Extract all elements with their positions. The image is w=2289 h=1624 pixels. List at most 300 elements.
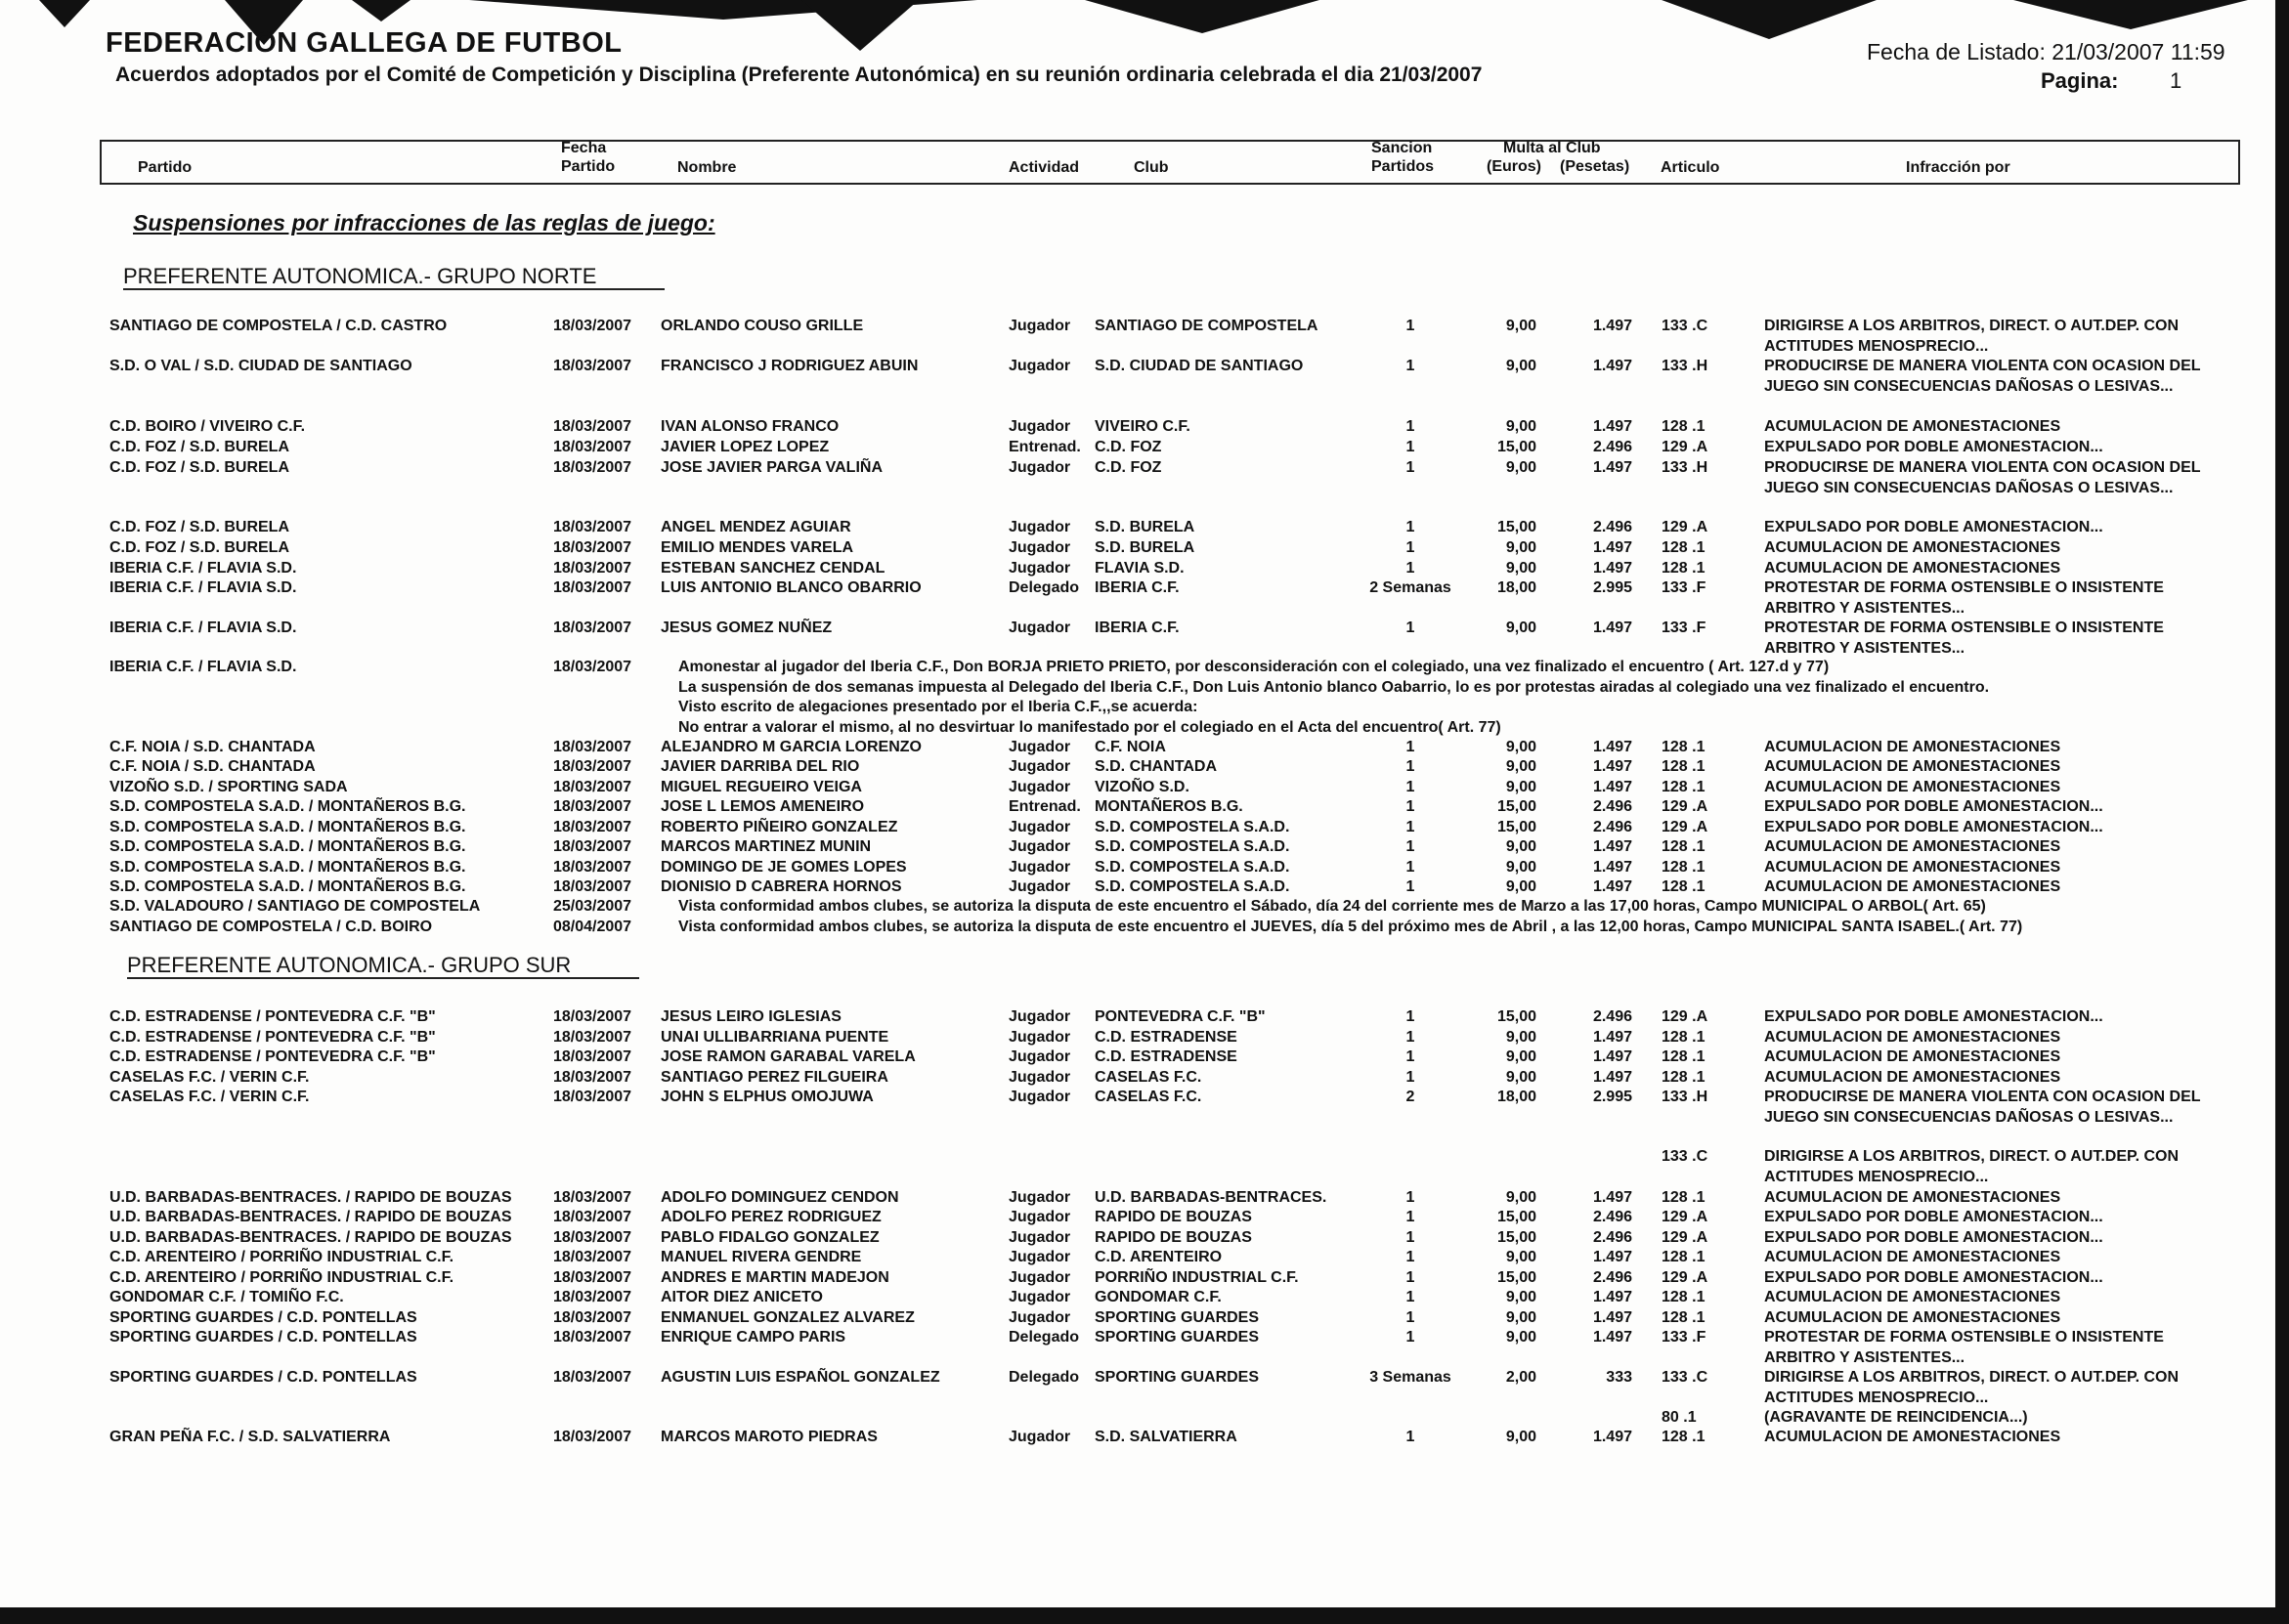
cell-infraccion-extra: (AGRAVANTE DE REINCIDENCIA...): [1764, 1409, 2028, 1426]
cell-infraccion: ACUMULACION DE AMONESTACIONES: [1764, 1309, 2061, 1326]
cell-euros: 15,00: [1496, 798, 1536, 815]
cell-fecha: 18/03/2007: [553, 859, 632, 876]
cell-sancion: 1: [1405, 418, 1415, 435]
cell-articulo: 129 .A: [1662, 439, 1708, 455]
cell-club: S.D. BURELA: [1095, 519, 1195, 535]
cell-fecha: 18/03/2007: [553, 1269, 632, 1286]
cell-infraccion: ACUMULACION DE AMONESTACIONES: [1764, 1249, 2061, 1265]
cell-partido: SPORTING GUARDES / C.D. PONTELLAS: [109, 1369, 417, 1386]
cell-infraccion: PRODUCIRSE DE MANERA VIOLENTA CON OCASION DEL: [1764, 459, 2201, 476]
cell-pesetas: 1.497: [1592, 1048, 1632, 1065]
cell-euros: 18,00: [1496, 1089, 1536, 1105]
cell-actividad: Entrenad.: [1009, 439, 1081, 455]
cell-euros: 15,00: [1496, 1269, 1536, 1286]
cell-nombre: ANGEL MENDEZ AGUIAR: [661, 519, 851, 535]
cell-pesetas: 1.497: [1592, 318, 1632, 334]
cell-infraccion-cont: ARBITRO Y ASISTENTES...: [1764, 1348, 1965, 1366]
cell-club: VIZOÑO S.D.: [1095, 779, 1189, 795]
cell-fecha: 18/03/2007: [553, 798, 632, 815]
col-fecha: Fecha: [561, 140, 607, 156]
cell-partido: IBERIA C.F. / FLAVIA S.D.: [109, 659, 297, 675]
cell-pesetas: 2.995: [1592, 1089, 1632, 1105]
cell-infraccion: ACUMULACION DE AMONESTACIONES: [1764, 878, 2061, 895]
cell-fecha: 18/03/2007: [553, 1229, 632, 1246]
cell-euros: 9,00: [1505, 1329, 1536, 1346]
cell-nombre: ADOLFO DOMINGUEZ CENDON: [661, 1189, 899, 1206]
cell-sancion: 1: [1405, 1008, 1415, 1025]
cell-actividad: Jugador: [1009, 318, 1071, 334]
cell-sancion: 1: [1405, 1429, 1415, 1445]
cell-articulo-extra: 133 .C: [1662, 1148, 1708, 1165]
torn-edge: [801, 0, 919, 51]
cell-partido: C.F. NOIA / S.D. CHANTADA: [109, 758, 316, 775]
cell-euros: 15,00: [1496, 519, 1536, 535]
cell-pesetas: 1.497: [1592, 859, 1632, 876]
torn-edge: [2013, 0, 2248, 29]
cell-articulo: 133 .F: [1662, 620, 1706, 636]
cell-articulo: 128 .1: [1662, 1289, 1706, 1305]
cell-partido: C.F. NOIA / S.D. CHANTADA: [109, 739, 316, 755]
cell-nombre: AGUSTIN LUIS ESPAÑOL GONZALEZ: [661, 1369, 940, 1386]
cell-pesetas: 1.497: [1592, 1309, 1632, 1326]
committee-note: Vista conformidad ambos clubes, se autoriza la disputa de este encuentro el Sábado, día 24 del corriente mes de Marzo a las 17,00 horas, Campo MUNICIPAL O ARBOL( Art. 65): [678, 898, 1986, 915]
cell-fecha: 18/03/2007: [553, 1309, 632, 1326]
cell-infraccion-cont: ARBITRO Y ASISTENTES...: [1764, 599, 1965, 617]
cell-nombre: JOSE L LEMOS AMENEIRO: [661, 798, 865, 815]
cell-partido: S.D. VALADOURO / SANTIAGO DE COMPOSTELA: [109, 898, 481, 915]
cell-club: PONTEVEDRA C.F. "B": [1095, 1008, 1266, 1025]
cell-club: S.D. BURELA: [1095, 539, 1195, 556]
cell-pesetas: 2.496: [1592, 1229, 1632, 1246]
cell-infraccion: EXPULSADO POR DOBLE AMONESTACION...: [1764, 819, 2103, 835]
cell-euros: 9,00: [1505, 1309, 1536, 1326]
cell-articulo: 129 .A: [1662, 798, 1708, 815]
cell-infraccion: ACUMULACION DE AMONESTACIONES: [1764, 1189, 2061, 1206]
cell-nombre: JESUS GOMEZ NUÑEZ: [661, 620, 833, 636]
cell-partido: CASELAS F.C. / VERIN C.F.: [109, 1089, 310, 1105]
cell-pesetas: 1.497: [1592, 758, 1632, 775]
cell-euros: 9,00: [1505, 859, 1536, 876]
cell-infraccion: PROTESTAR DE FORMA OSTENSIBLE O INSISTENTE: [1764, 1329, 2164, 1346]
cell-infraccion: DIRIGIRSE A LOS ARBITROS, DIRECT. O AUT.DEP. CON: [1764, 318, 2180, 334]
cell-club: SANTIAGO DE COMPOSTELA: [1095, 318, 1318, 334]
cell-infraccion: ACUMULACION DE AMONESTACIONES: [1764, 560, 2061, 577]
cell-sancion: 1: [1405, 739, 1415, 755]
cell-actividad: Entrenad.: [1009, 798, 1081, 815]
cell-partido: S.D. COMPOSTELA S.A.D. / MONTAÑEROS B.G.: [109, 838, 466, 855]
cell-infraccion: ACUMULACION DE AMONESTACIONES: [1764, 779, 2061, 795]
cell-articulo: 128 .1: [1662, 539, 1706, 556]
cell-euros: 15,00: [1496, 1209, 1536, 1225]
group-title-norte: PREFERENTE AUTONOMICA.- GRUPO NORTE: [123, 264, 665, 290]
cell-actividad: Jugador: [1009, 838, 1071, 855]
cell-partido: C.D. ESTRADENSE / PONTEVEDRA C.F. "B": [109, 1008, 436, 1025]
cell-articulo: 128 .1: [1662, 1069, 1706, 1086]
cell-actividad: Jugador: [1009, 358, 1071, 374]
col-sancion-partidos: Partidos: [1371, 158, 1435, 175]
cell-pesetas: 1.497: [1592, 1289, 1632, 1305]
cell-articulo: 129 .A: [1662, 1269, 1708, 1286]
cell-infraccion-extra: DIRIGIRSE A LOS ARBITROS, DIRECT. O AUT.DEP. CON: [1764, 1148, 2180, 1165]
cell-pesetas: 1.497: [1592, 779, 1632, 795]
cell-actividad: Jugador: [1009, 1309, 1071, 1326]
cell-partido: GONDOMAR C.F. / TOMIÑO F.C.: [109, 1289, 344, 1305]
cell-club: S.D. COMPOSTELA S.A.D.: [1095, 859, 1290, 876]
cell-partido: U.D. BARBADAS-BENTRACES. / RAPIDO DE BOUZAS: [109, 1229, 512, 1246]
cell-sancion: 1: [1405, 1229, 1415, 1246]
torn-edge: [1085, 0, 1319, 33]
cell-infraccion-extra-cont: ACTITUDES MENOSPRECIO...: [1764, 1168, 1989, 1185]
cell-infraccion: DIRIGIRSE A LOS ARBITROS, DIRECT. O AUT.DEP. CON: [1764, 1369, 2180, 1386]
cell-sancion: 1: [1405, 620, 1415, 636]
cell-partido: C.D. ESTRADENSE / PONTEVEDRA C.F. "B": [109, 1048, 436, 1065]
cell-club: PORRIÑO INDUSTRIAL C.F.: [1095, 1269, 1299, 1286]
cell-nombre: JOSE RAMON GARABAL VARELA: [661, 1048, 916, 1065]
cell-articulo: 128 .1: [1662, 1429, 1706, 1445]
cell-articulo: 128 .1: [1662, 1029, 1706, 1046]
cell-articulo: 128 .1: [1662, 418, 1706, 435]
cell-club: IBERIA C.F.: [1095, 579, 1180, 596]
cell-euros: 9,00: [1505, 878, 1536, 895]
cell-pesetas: 1.497: [1592, 1329, 1632, 1346]
cell-partido: IBERIA C.F. / FLAVIA S.D.: [109, 579, 297, 596]
cell-fecha: 18/03/2007: [553, 739, 632, 755]
cell-actividad: Jugador: [1009, 878, 1071, 895]
cell-partido: S.D. COMPOSTELA S.A.D. / MONTAÑEROS B.G.: [109, 819, 466, 835]
cell-pesetas: 1.497: [1592, 838, 1632, 855]
cell-partido: SANTIAGO DE COMPOSTELA / C.D. CASTRO: [109, 318, 448, 334]
cell-euros: 2,00: [1505, 1369, 1536, 1386]
cell-nombre: JESUS LEIRO IGLESIAS: [661, 1008, 842, 1025]
cell-euros: 9,00: [1505, 739, 1536, 755]
cell-actividad: Jugador: [1009, 519, 1071, 535]
cell-nombre: DOMINGO DE JE GOMES LOPES: [661, 859, 907, 876]
cell-euros: 9,00: [1505, 1189, 1536, 1206]
cell-partido: U.D. BARBADAS-BENTRACES. / RAPIDO DE BOUZAS: [109, 1189, 512, 1206]
cell-articulo: 129 .A: [1662, 819, 1708, 835]
cell-nombre: ESTEBAN SANCHEZ CENDAL: [661, 560, 885, 577]
cell-infraccion: ACUMULACION DE AMONESTACIONES: [1764, 418, 2061, 435]
cell-nombre: ROBERTO PIÑEIRO GONZALEZ: [661, 819, 898, 835]
cell-articulo: 129 .A: [1662, 1209, 1708, 1225]
section-title: Suspensiones por infracciones de las reglas de juego:: [133, 210, 715, 235]
cell-partido: IBERIA C.F. / FLAVIA S.D.: [109, 560, 297, 577]
cell-actividad: Jugador: [1009, 1008, 1071, 1025]
cell-sancion: 1: [1405, 1249, 1415, 1265]
cell-articulo: 133 .F: [1662, 579, 1706, 596]
cell-sancion: 1: [1405, 1209, 1415, 1225]
cell-infraccion: PROTESTAR DE FORMA OSTENSIBLE O INSISTENTE: [1764, 579, 2164, 596]
cell-articulo: 133 .C: [1662, 318, 1708, 334]
cell-euros: 9,00: [1505, 1029, 1536, 1046]
cell-partido: VIZOÑO S.D. / SPORTING SADA: [109, 779, 348, 795]
cell-club: C.D. ARENTEIRO: [1095, 1249, 1223, 1265]
cell-sancion: 1: [1405, 798, 1415, 815]
cell-infraccion: ACUMULACION DE AMONESTACIONES: [1764, 1429, 2061, 1445]
cell-partido: C.D. FOZ / S.D. BURELA: [109, 519, 289, 535]
group-title-sur: PREFERENTE AUTONOMICA.- GRUPO SUR: [127, 953, 639, 979]
cell-pesetas: 1.497: [1592, 1189, 1632, 1206]
cell-partido: SANTIAGO DE COMPOSTELA / C.D. BOIRO: [109, 919, 433, 935]
cell-club: C.D. ESTRADENSE: [1095, 1048, 1237, 1065]
cell-nombre: DIONISIO D CABRERA HORNOS: [661, 878, 902, 895]
cell-club: FLAVIA S.D.: [1095, 560, 1185, 577]
cell-sancion: 1: [1405, 859, 1415, 876]
cell-pesetas: 1.497: [1592, 620, 1632, 636]
cell-sancion: 1: [1405, 819, 1415, 835]
cell-articulo: 128 .1: [1662, 779, 1706, 795]
cell-infraccion: ACUMULACION DE AMONESTACIONES: [1764, 859, 2061, 876]
committee-note: La suspensión de dos semanas impuesta al Delegado del Iberia C.F., Don Luis Antonio blanco Oabarrio, lo es por protestas airadas al colegiado una vez finalizado el encuentro.: [678, 678, 1990, 696]
cell-pesetas: 2.496: [1592, 798, 1632, 815]
cell-nombre: AITOR DIEZ ANICETO: [661, 1289, 823, 1305]
cell-club: C.D. ESTRADENSE: [1095, 1029, 1237, 1046]
cell-club: SPORTING GUARDES: [1095, 1369, 1260, 1386]
torn-edge: [39, 0, 90, 27]
cell-sancion: 1: [1405, 1329, 1415, 1346]
cell-euros: 15,00: [1496, 1229, 1536, 1246]
cell-sancion: 1: [1405, 838, 1415, 855]
col-nombre: Nombre: [677, 159, 737, 176]
cell-euros: 9,00: [1505, 1429, 1536, 1445]
cell-euros: 9,00: [1505, 838, 1536, 855]
cell-articulo: 128 .1: [1662, 739, 1706, 755]
cell-club: CASELAS F.C.: [1095, 1069, 1202, 1086]
cell-sancion: 1: [1405, 358, 1415, 374]
committee-note: Amonestar al jugador del Iberia C.F., Don BORJA PRIETO PRIETO, por desconsideración con el colegiado, una vez finalizado el encuentro ( Art. 127.d y 77): [678, 659, 1830, 675]
organization-title: FEDERACION GALLEGA DE FUTBOL: [106, 27, 623, 59]
cell-club: S.D. COMPOSTELA S.A.D.: [1095, 878, 1290, 895]
cell-euros: 18,00: [1496, 579, 1536, 596]
cell-infraccion: EXPULSADO POR DOBLE AMONESTACION...: [1764, 519, 2103, 535]
col-euros: (Euros): [1487, 158, 1541, 175]
document-subtitle: Acuerdos adoptados por el Comité de Competición y Disciplina (Preferente Autonómica) en su reunión ordinaria celebrada el dia 21/03/2007: [115, 64, 1483, 86]
cell-fecha: 18/03/2007: [553, 439, 632, 455]
cell-nombre: PABLO FIDALGO GONZALEZ: [661, 1229, 880, 1246]
cell-infraccion: ACUMULACION DE AMONESTACIONES: [1764, 758, 2061, 775]
cell-pesetas: 1.497: [1592, 739, 1632, 755]
cell-actividad: Jugador: [1009, 1229, 1071, 1246]
cell-articulo: 129 .A: [1662, 519, 1708, 535]
cell-club: S.D. COMPOSTELA S.A.D.: [1095, 838, 1290, 855]
cell-nombre: ORLANDO COUSO GRILLE: [661, 318, 864, 334]
committee-note: Vista conformidad ambos clubes, se autoriza la disputa de este encuentro el JUEVES, día 5 del próximo mes de Abril , a las 12,00 horas, Campo MUNICIPAL SANTA ISABEL.( Art. 77): [678, 919, 2023, 935]
cell-pesetas: 1.497: [1592, 1249, 1632, 1265]
cell-club: C.D. FOZ: [1095, 459, 1162, 476]
cell-sancion: 1: [1405, 539, 1415, 556]
cell-infraccion: ACUMULACION DE AMONESTACIONES: [1764, 1048, 2061, 1065]
cell-articulo: 129 .A: [1662, 1229, 1708, 1246]
cell-club: S.D. SALVATIERRA: [1095, 1429, 1237, 1445]
cell-nombre: ALEJANDRO M GARCIA LORENZO: [661, 739, 922, 755]
cell-sancion: 1: [1405, 779, 1415, 795]
cell-pesetas: 1.497: [1592, 878, 1632, 895]
cell-fecha: 18/03/2007: [553, 318, 632, 334]
committee-note: Visto escrito de alegaciones presentado por el Iberia C.F.,,se acuerda:: [678, 699, 1198, 715]
cell-infraccion: EXPULSADO POR DOBLE AMONESTACION...: [1764, 1229, 2103, 1246]
cell-sancion: 1: [1405, 758, 1415, 775]
cell-nombre: ENMANUEL GONZALEZ ALVAREZ: [661, 1309, 915, 1326]
cell-actividad: Jugador: [1009, 539, 1071, 556]
cell-articulo: 133 .H: [1662, 1089, 1708, 1105]
cell-partido: S.D. COMPOSTELA S.A.D. / MONTAÑEROS B.G.: [109, 859, 466, 876]
cell-partido: C.D. ESTRADENSE / PONTEVEDRA C.F. "B": [109, 1029, 436, 1046]
cell-partido: C.D. FOZ / S.D. BURELA: [109, 439, 289, 455]
cell-actividad: Jugador: [1009, 1089, 1071, 1105]
cell-sancion: 1: [1405, 459, 1415, 476]
cell-euros: 9,00: [1505, 358, 1536, 374]
cell-nombre: LUIS ANTONIO BLANCO OBARRIO: [661, 579, 922, 596]
cell-sancion: 1: [1405, 519, 1415, 535]
cell-actividad: Jugador: [1009, 1269, 1071, 1286]
cell-articulo: 128 .1: [1662, 1048, 1706, 1065]
cell-euros: 9,00: [1505, 1069, 1536, 1086]
col-club: Club: [1134, 159, 1169, 176]
cell-infraccion: ACUMULACION DE AMONESTACIONES: [1764, 539, 2061, 556]
cell-fecha: 18/03/2007: [553, 1029, 632, 1046]
cell-articulo: 133 .H: [1662, 459, 1708, 476]
cell-sancion: 1: [1405, 1029, 1415, 1046]
cell-partido: SPORTING GUARDES / C.D. PONTELLAS: [109, 1329, 417, 1346]
cell-nombre: IVAN ALONSO FRANCO: [661, 418, 840, 435]
cell-club: GONDOMAR C.F.: [1095, 1289, 1222, 1305]
cell-euros: 9,00: [1505, 539, 1536, 556]
cell-fecha: 18/03/2007: [553, 1089, 632, 1105]
cell-fecha: 18/03/2007: [553, 1048, 632, 1065]
cell-club: CASELAS F.C.: [1095, 1089, 1202, 1105]
cell-actividad: Jugador: [1009, 560, 1071, 577]
cell-fecha: 18/03/2007: [553, 1249, 632, 1265]
cell-articulo: 128 .1: [1662, 560, 1706, 577]
cell-articulo: 128 .1: [1662, 758, 1706, 775]
cell-nombre: FRANCISCO J RODRIGUEZ ABUIN: [661, 358, 919, 374]
cell-actividad: Jugador: [1009, 859, 1071, 876]
cell-infraccion: EXPULSADO POR DOBLE AMONESTACION...: [1764, 1269, 2103, 1286]
cell-pesetas: 1.497: [1592, 1029, 1632, 1046]
cell-sancion: 1: [1405, 1069, 1415, 1086]
cell-nombre: JAVIER LOPEZ LOPEZ: [661, 439, 830, 455]
cell-club: S.D. CHANTADA: [1095, 758, 1218, 775]
cell-club: S.D. COMPOSTELA S.A.D.: [1095, 819, 1290, 835]
cell-pesetas: 2.496: [1592, 519, 1632, 535]
cell-articulo: 133 .H: [1662, 358, 1708, 374]
cell-infraccion-cont: JUEGO SIN CONSECUENCIAS DAÑOSAS O LESIVAS...: [1764, 479, 2174, 496]
cell-sancion: 1: [1405, 1189, 1415, 1206]
cell-actividad: Delegado: [1009, 579, 1080, 596]
cell-pesetas: 2.995: [1592, 579, 1632, 596]
cell-actividad: Jugador: [1009, 819, 1071, 835]
cell-partido: C.D. ARENTEIRO / PORRIÑO INDUSTRIAL C.F.: [109, 1249, 454, 1265]
cell-fecha: 18/03/2007: [553, 519, 632, 535]
col-sancion: Sancion: [1371, 140, 1433, 156]
cell-fecha: 18/03/2007: [553, 1189, 632, 1206]
cell-club: RAPIDO DE BOUZAS: [1095, 1229, 1252, 1246]
cell-fecha: 18/03/2007: [553, 838, 632, 855]
cell-club: RAPIDO DE BOUZAS: [1095, 1209, 1252, 1225]
cell-partido: GRAN PEÑA F.C. / S.D. SALVATIERRA: [109, 1429, 391, 1445]
cell-infraccion-cont: JUEGO SIN CONSECUENCIAS DAÑOSAS O LESIVAS...: [1764, 1108, 2174, 1126]
cell-infraccion: PRODUCIRSE DE MANERA VIOLENTA CON OCASION DEL: [1764, 358, 2201, 374]
cell-club: S.D. CIUDAD DE SANTIAGO: [1095, 358, 1304, 374]
cell-euros: 15,00: [1496, 439, 1536, 455]
cell-sancion: 1: [1405, 1309, 1415, 1326]
cell-nombre: MARCOS MAROTO PIEDRAS: [661, 1429, 878, 1445]
cell-nombre: MIGUEL REGUEIRO VEIGA: [661, 779, 862, 795]
cell-actividad: Jugador: [1009, 779, 1071, 795]
col-partido: Partido: [138, 159, 193, 176]
cell-articulo: 129 .A: [1662, 1008, 1708, 1025]
col-infraccion: Infracción por: [1906, 159, 2010, 176]
cell-fecha: 18/03/2007: [553, 560, 632, 577]
cell-partido: S.D. O VAL / S.D. CIUDAD DE SANTIAGO: [109, 358, 412, 374]
cell-fecha: 18/03/2007: [553, 1069, 632, 1086]
cell-club: VIVEIRO C.F.: [1095, 418, 1190, 435]
cell-pesetas: 2.496: [1592, 439, 1632, 455]
cell-fecha: 18/03/2007: [553, 1209, 632, 1225]
cell-club: U.D. BARBADAS-BENTRACES.: [1095, 1189, 1327, 1206]
cell-club: MONTAÑEROS B.G.: [1095, 798, 1243, 815]
cell-nombre: EMILIO MENDES VARELA: [661, 539, 854, 556]
cell-sancion: 1: [1405, 439, 1415, 455]
cell-articulo: 128 .1: [1662, 878, 1706, 895]
cell-fecha: 18/03/2007: [553, 659, 632, 675]
cell-actividad: Delegado: [1009, 1369, 1080, 1386]
cell-actividad: Jugador: [1009, 758, 1071, 775]
cell-euros: 9,00: [1505, 1289, 1536, 1305]
cell-pesetas: 1.497: [1592, 560, 1632, 577]
cell-actividad: Jugador: [1009, 1209, 1071, 1225]
cell-fecha: 18/03/2007: [553, 579, 632, 596]
cell-infraccion: ACUMULACION DE AMONESTACIONES: [1764, 1029, 2061, 1046]
page-number: 1: [2170, 68, 2182, 93]
cell-pesetas: 1.497: [1592, 358, 1632, 374]
cell-club: SPORTING GUARDES: [1095, 1329, 1260, 1346]
cell-actividad: Jugador: [1009, 459, 1071, 476]
cell-fecha: 18/03/2007: [553, 620, 632, 636]
cell-fecha: 18/03/2007: [553, 1429, 632, 1445]
cell-nombre: JOSE JAVIER PARGA VALIÑA: [661, 459, 883, 476]
cell-actividad: Jugador: [1009, 1189, 1071, 1206]
cell-sancion: 1: [1405, 1289, 1415, 1305]
cell-pesetas: 2.496: [1592, 1269, 1632, 1286]
cell-articulo: 128 .1: [1662, 1249, 1706, 1265]
col-multa: Multa al Club: [1503, 140, 1601, 156]
cell-fecha: 18/03/2007: [553, 758, 632, 775]
cell-fecha: 08/04/2007: [553, 919, 632, 935]
cell-actividad: Jugador: [1009, 1069, 1071, 1086]
cell-club: SPORTING GUARDES: [1095, 1309, 1260, 1326]
cell-euros: 9,00: [1505, 620, 1536, 636]
cell-fecha: 18/03/2007: [553, 878, 632, 895]
cell-infraccion-cont: ARBITRO Y ASISTENTES...: [1764, 639, 1965, 657]
cell-infraccion: ACUMULACION DE AMONESTACIONES: [1764, 1289, 2061, 1305]
cell-actividad: Jugador: [1009, 418, 1071, 435]
cell-fecha: 18/03/2007: [553, 358, 632, 374]
cell-partido: C.D. FOZ / S.D. BURELA: [109, 459, 289, 476]
cell-infraccion: EXPULSADO POR DOBLE AMONESTACION...: [1764, 1008, 2103, 1025]
cell-partido: U.D. BARBADAS-BENTRACES. / RAPIDO DE BOUZAS: [109, 1209, 512, 1225]
cell-nombre: SANTIAGO PEREZ FILGUEIRA: [661, 1069, 888, 1086]
cell-actividad: Jugador: [1009, 1289, 1071, 1305]
cell-fecha: 18/03/2007: [553, 459, 632, 476]
cell-euros: 9,00: [1505, 560, 1536, 577]
cell-euros: 15,00: [1496, 819, 1536, 835]
cell-infraccion: PRODUCIRSE DE MANERA VIOLENTA CON OCASION DEL: [1764, 1089, 2201, 1105]
page-label: Pagina:: [2041, 68, 2119, 93]
col-actividad: Actividad: [1009, 159, 1080, 176]
cell-actividad: Jugador: [1009, 1249, 1071, 1265]
cell-euros: 9,00: [1505, 1249, 1536, 1265]
